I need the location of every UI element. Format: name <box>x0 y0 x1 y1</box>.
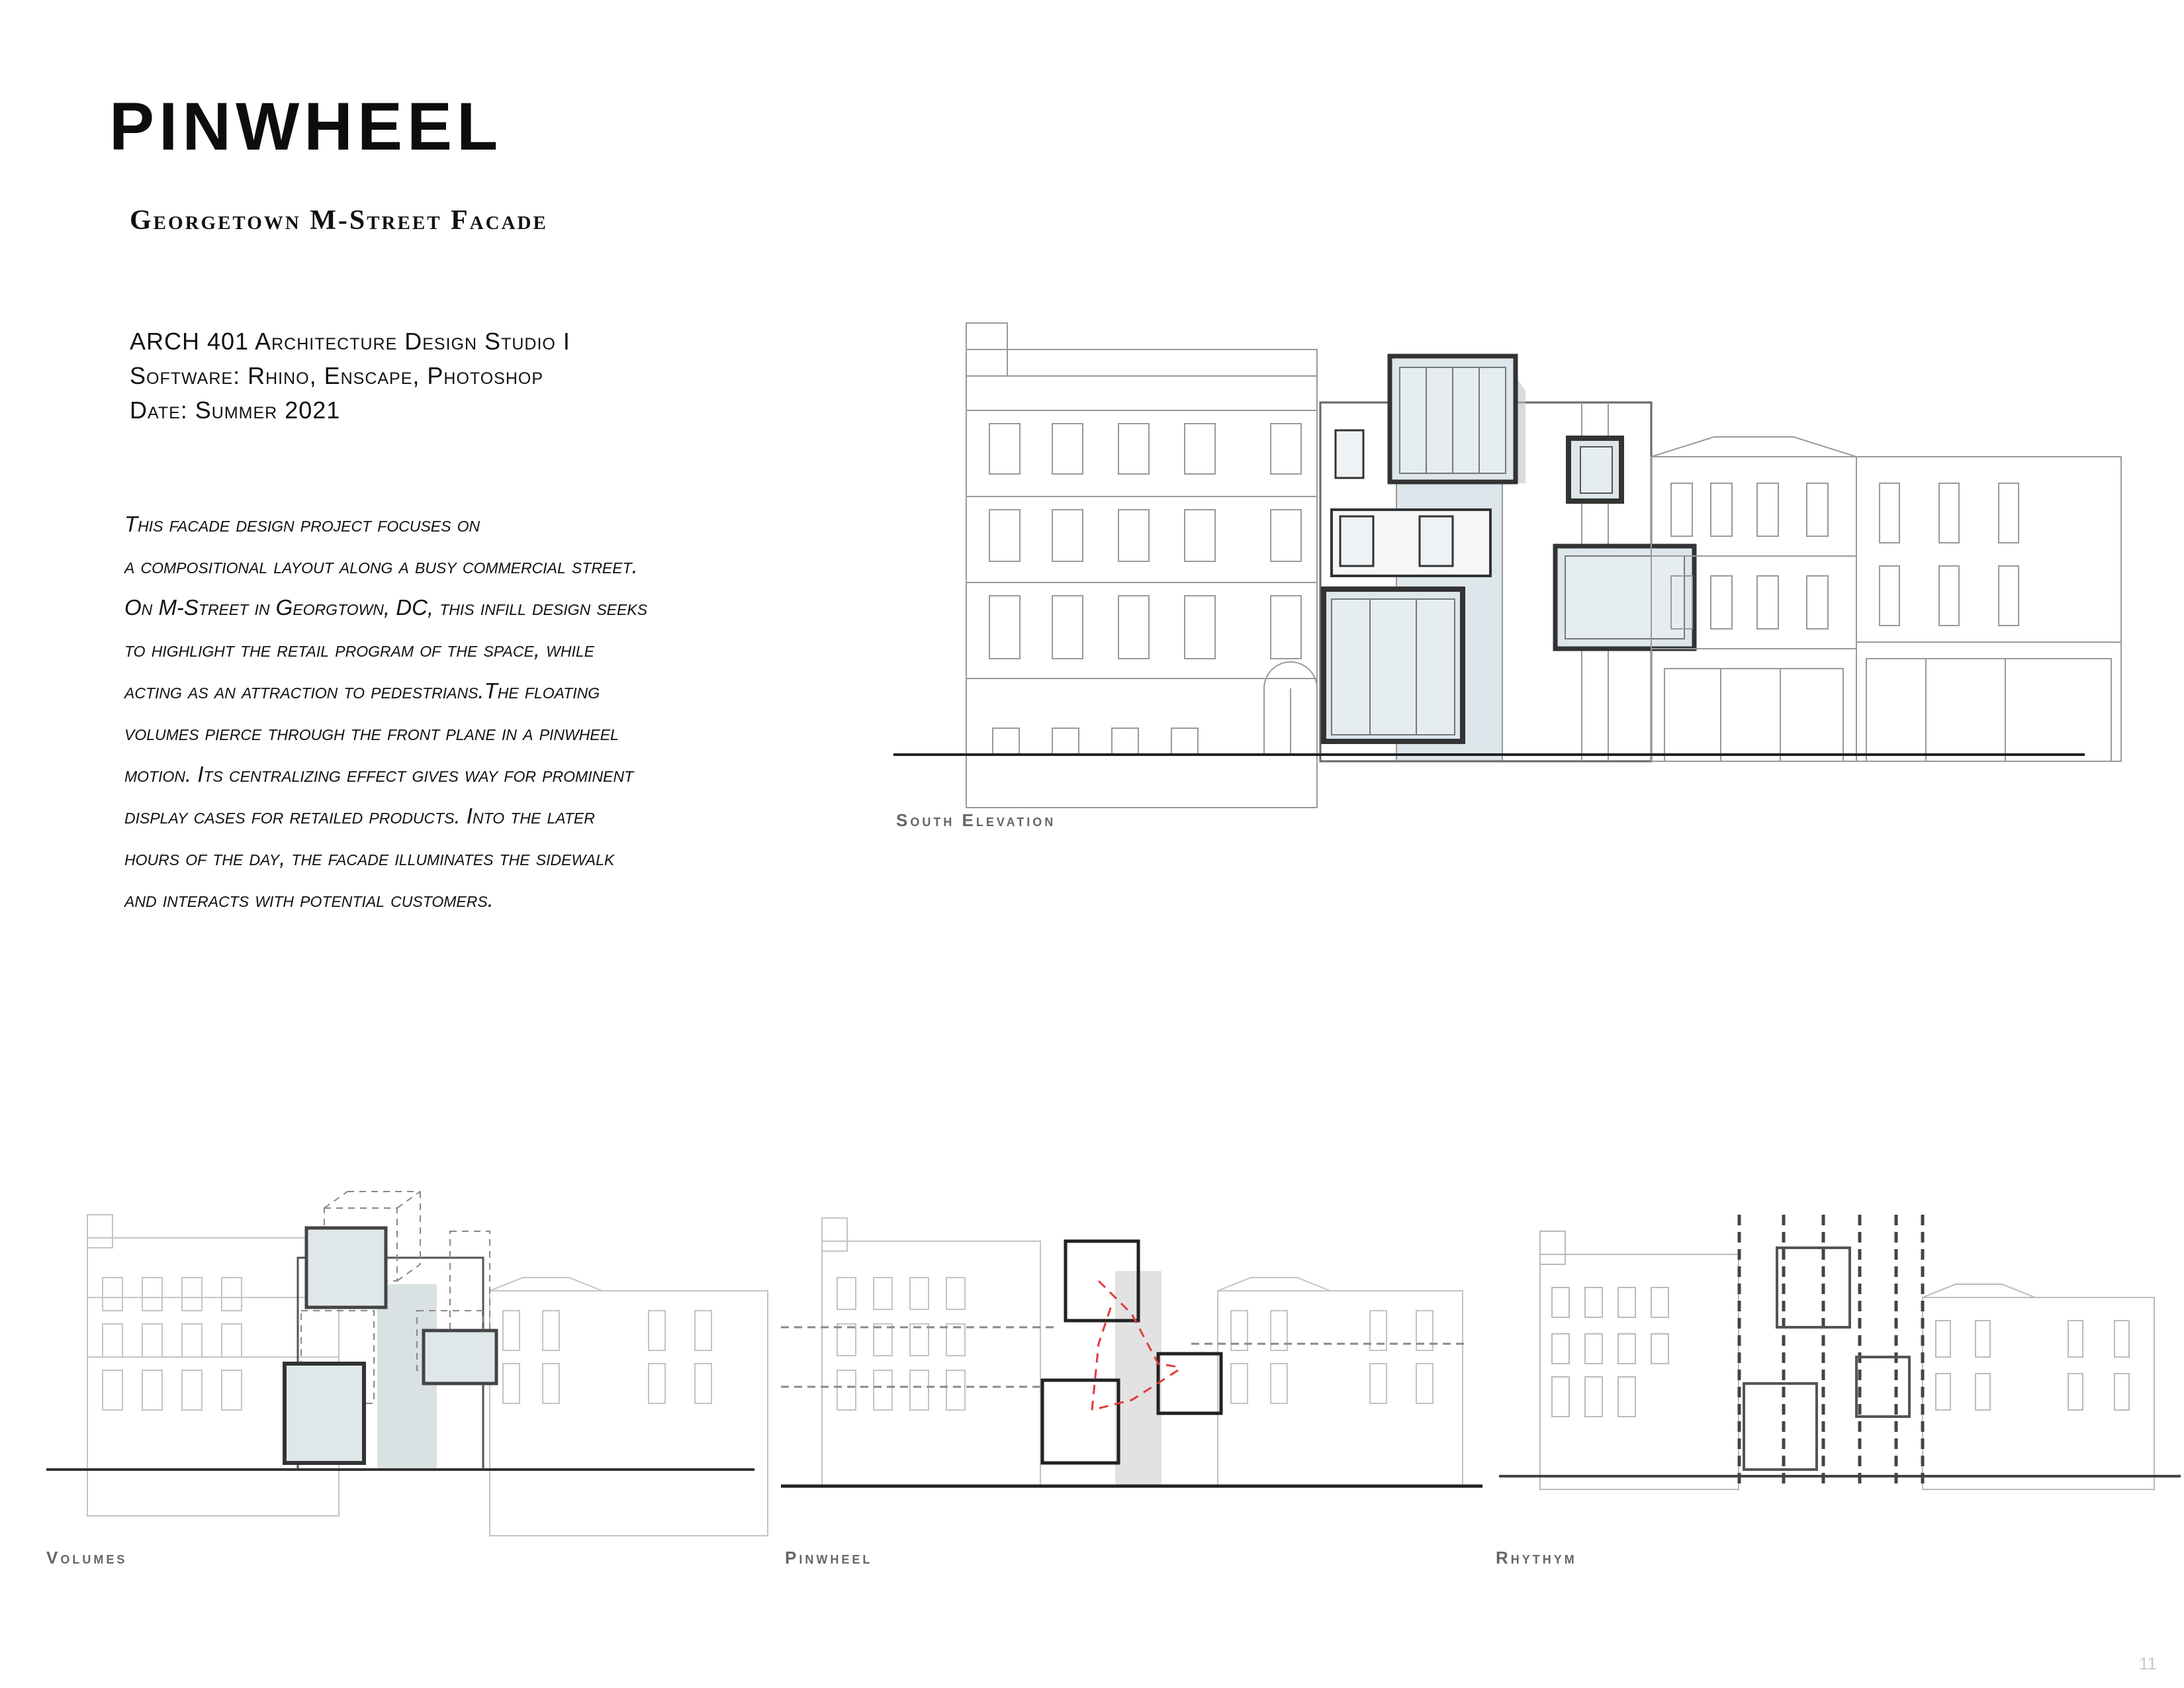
software-line: Software: Rhino, Enscape, Photoshop <box>130 362 544 389</box>
date-line: Date: Summer 2021 <box>130 397 341 424</box>
description-line: hours of the day, the facade illuminates the sidewalk <box>124 845 615 870</box>
description-line: a compositional layout along a busy commercial street. <box>124 553 638 578</box>
left-neighbor-building <box>966 323 1317 808</box>
page-number: 11 <box>2139 1654 2157 1673</box>
caption-rhythm: Rhythym <box>1496 1548 1577 1568</box>
right-neighbor-buildings <box>1651 437 2121 761</box>
volumes-diagram <box>40 1192 761 1483</box>
pinwheel-diagram <box>781 1211 1482 1489</box>
caption-south-elevation: South Elevation <box>896 810 1056 830</box>
project-description <box>124 503 647 920</box>
description-line: This facade design project focuses on <box>124 512 480 536</box>
caption-volumes: Volumes <box>46 1548 128 1568</box>
rhythm-diagram <box>1499 1215 2181 1493</box>
page-title: PINWHEEL <box>109 89 503 164</box>
project-info <box>130 324 570 428</box>
caption-pinwheel: Pinwheel <box>785 1548 873 1568</box>
description-line: motion. Its centralizing effect gives way for prominent <box>124 762 634 786</box>
description-line: to highlight the retail program of the space, while <box>124 637 594 661</box>
south-elevation-drawing <box>893 318 2085 761</box>
description-line: On M-Street in Georgtown, DC, this infill design seeks <box>124 595 648 620</box>
infill-facade <box>1320 356 1694 761</box>
description-line: volumes pierce through the front plane in a pinwheel <box>124 720 619 745</box>
project-subtitle: Georgetown M-Street Facade <box>130 205 548 236</box>
window-row <box>989 424 1301 659</box>
description-line: display cases for retailed products. Into the later <box>124 804 595 828</box>
course-line: ARCH 401 Architecture Design Studio I <box>130 328 570 355</box>
description-line: acting as an attraction to pedestrians.The floating <box>124 679 600 703</box>
description-line: and interacts with potential customers. <box>124 887 494 912</box>
